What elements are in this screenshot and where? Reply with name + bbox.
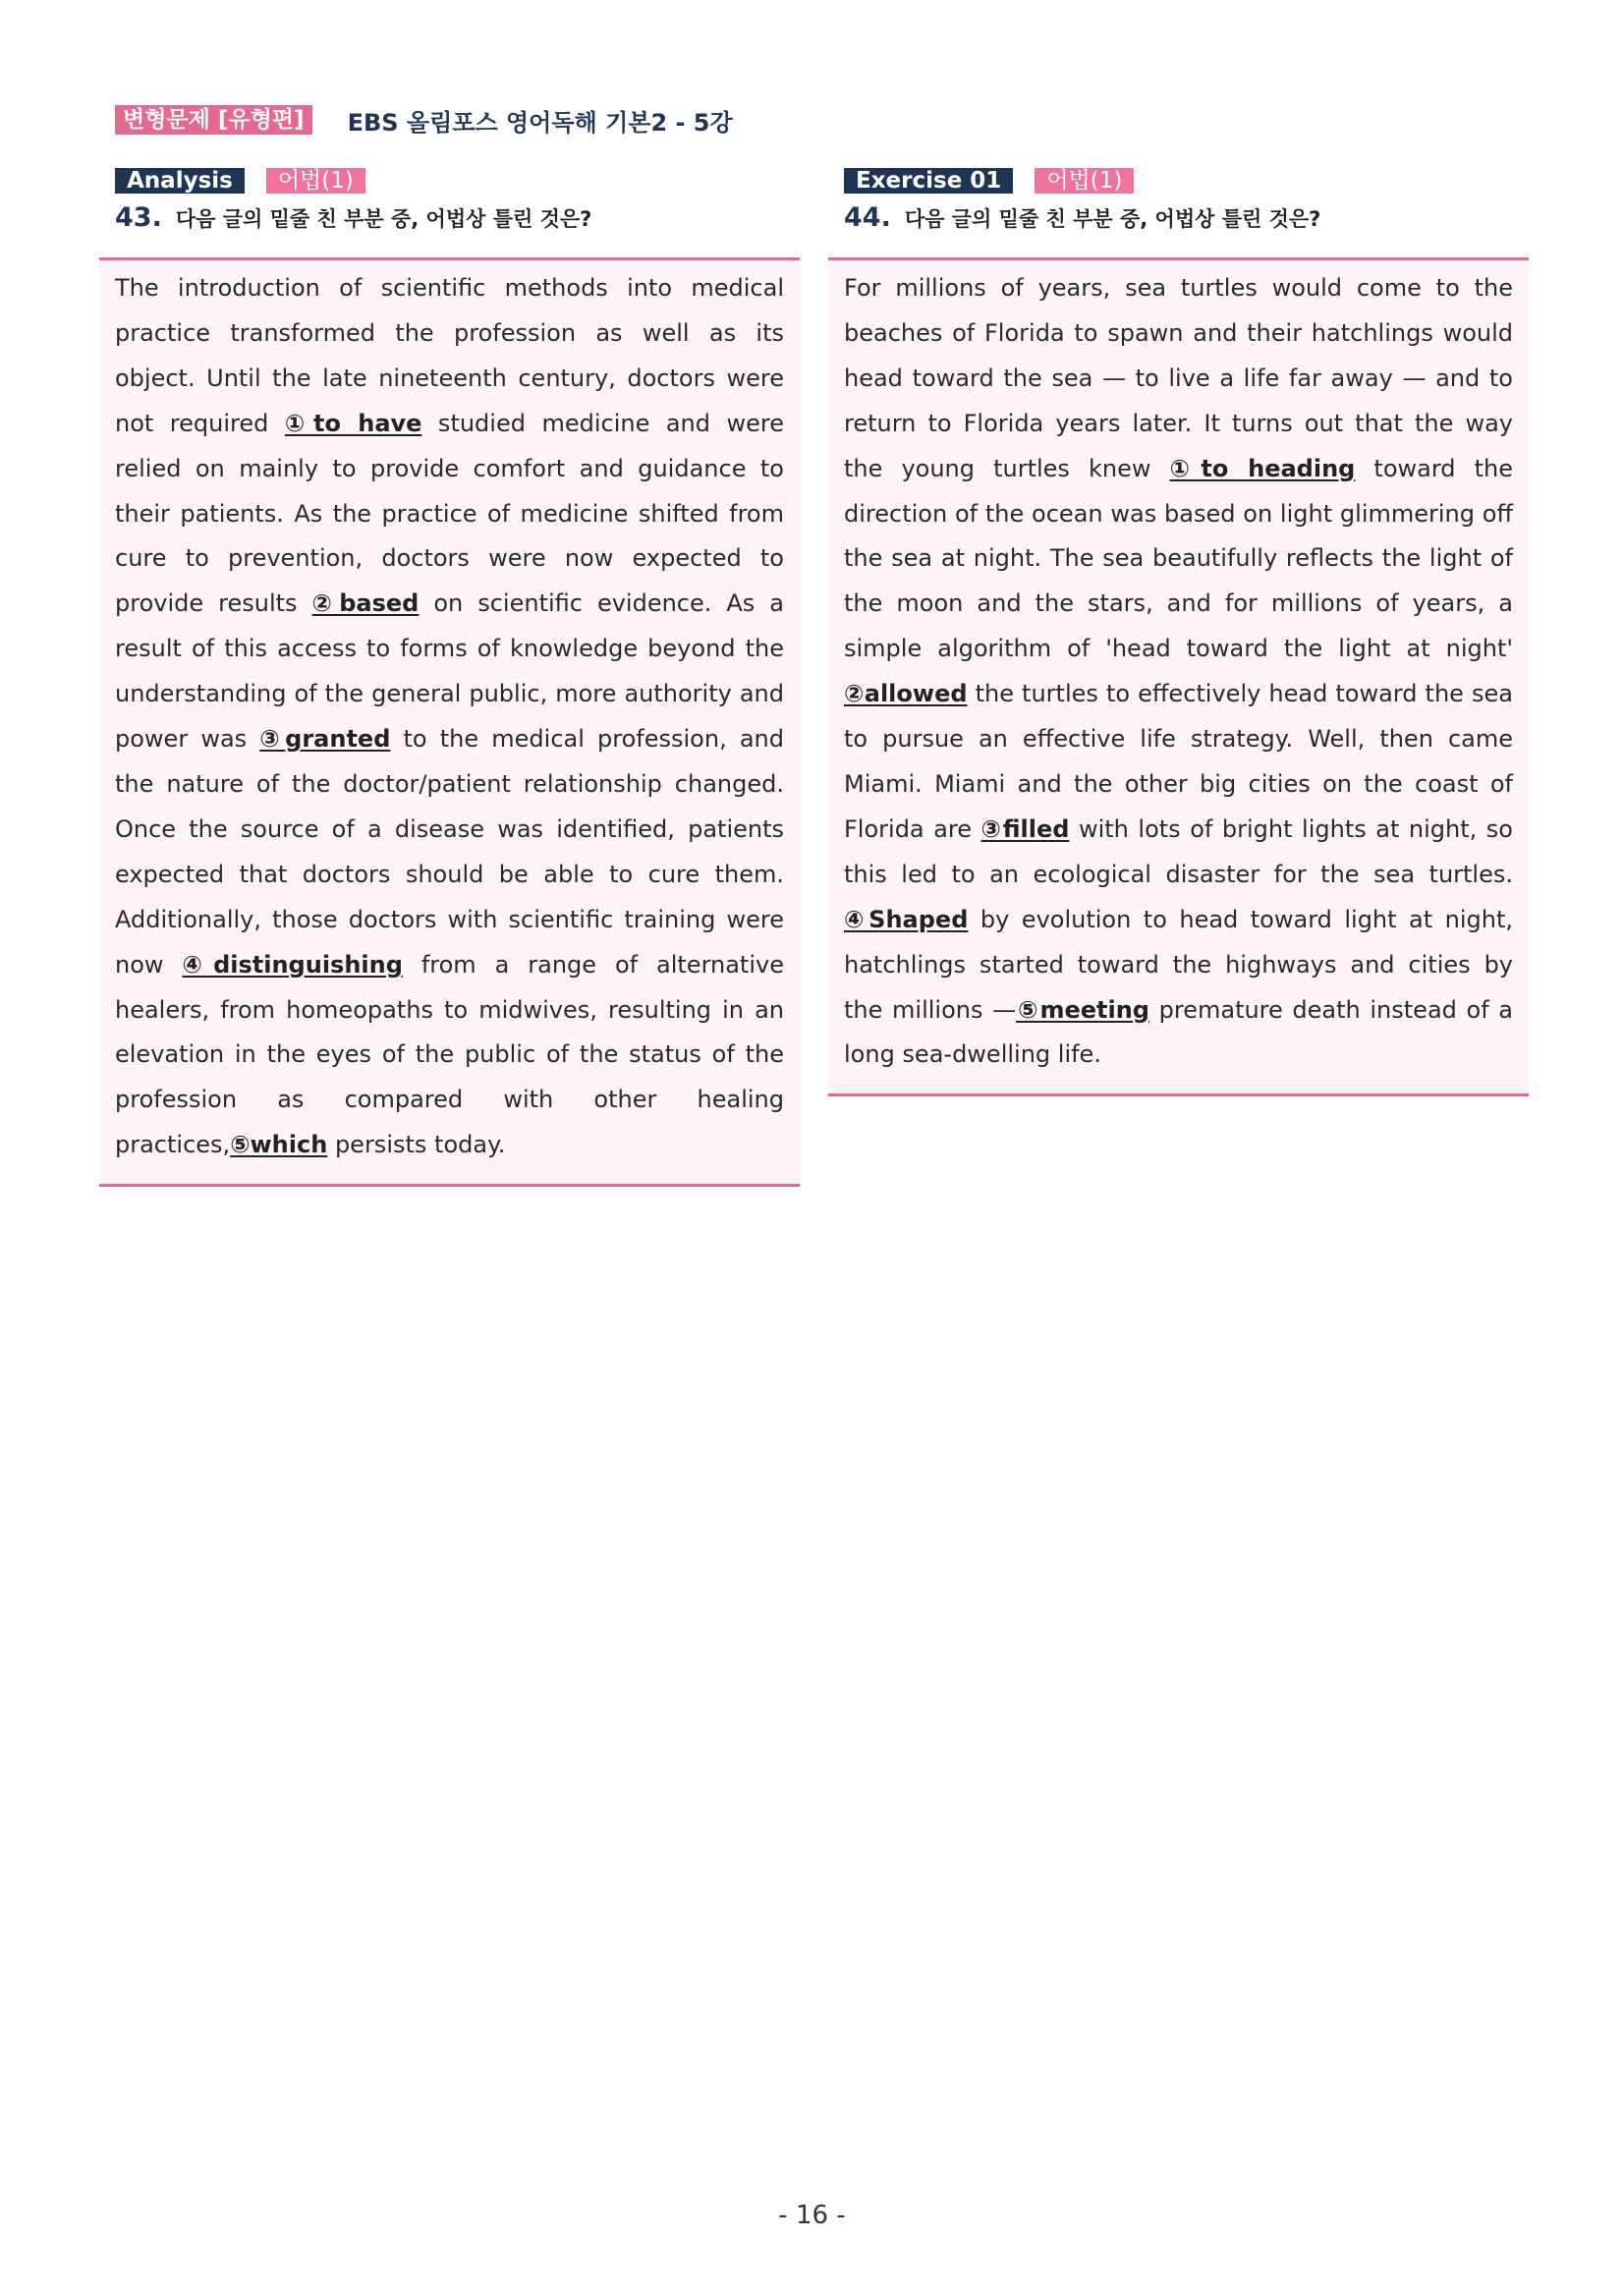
question-heading — [115, 202, 800, 236]
tag-row — [844, 167, 1529, 195]
tag-row — [115, 167, 800, 195]
underlined-choice-5: ⑤meeting — [1016, 995, 1149, 1024]
section-tag: 변형문제 [유형편] — [115, 105, 312, 135]
underlined-choice-2: ②based — [311, 589, 420, 618]
passage-text: the turtles to effectively head toward the sea to pursue an effective life strategy. Well, then came Miami. Miami and the other big cities on the coast of Florida are — [844, 680, 1513, 843]
passage-text: toward the direction of the ocean was based on light glimmering off the sea at night. The sea beautifully reflects the light of the moon and the stars, and for millions of years, a simple algorithm of 'head toward the light at night' — [844, 454, 1513, 663]
right-question-column — [828, 167, 1529, 1096]
underlined-choice-3: ③granted — [259, 725, 391, 754]
passage-text: studied medicine and were relied on mainly to provide comfort and guidance to their patients. As the practice of medicine shifted from cure to prevention, doctors were now expected to provide results — [115, 409, 784, 618]
question-text: 다음 글의 밑줄 친 부분 중, 어법상 틀린 것은? — [175, 207, 592, 231]
left-question-column — [99, 167, 800, 1187]
passage-text: For millions of years, sea turtles would come to the beaches of Florida to spawn and their hatchlings would head toward the sea — to live a life far away — and to return to Florida years later. It turns out that the way the young turtles knew — [844, 274, 1513, 482]
question-text: 다음 글의 밑줄 친 부분 중, 어법상 틀린 것은? — [904, 207, 1321, 231]
underlined-choice-4: ④Shaped — [844, 905, 969, 933]
passage-text: premature death instead of a long sea-dwelling life. — [844, 995, 1514, 1069]
underlined-choice-1: ①to heading — [1169, 454, 1356, 482]
category-tag: 어법(1) — [266, 168, 365, 194]
question-number: 44. — [844, 202, 891, 233]
passage-text: persists today. — [327, 1131, 506, 1159]
passage-box — [828, 257, 1529, 1096]
page-number: - 16 - — [778, 2201, 846, 2230]
underlined-choice-5: ⑤which — [230, 1131, 328, 1159]
passage-text: to the medical profession, and the nature of the doctor/patient relationship changed. Once the source of a disease was identified, patients expected that doctors should be able to cure them. Additionally, those doctors with scientific training were now — [115, 725, 784, 979]
passage-box — [99, 257, 800, 1187]
passage-text: by evolution to head toward light at night, hatchlings started toward the highways and cities by the millions — — [844, 905, 1514, 1024]
category-tag: 어법(1) — [1035, 168, 1134, 194]
passage-text: from a range of alternative healers, from homeopaths to midwives, resulting in an elevation in the eyes of the public of the status of the profession as compared with other healing practices, — [115, 950, 784, 1159]
type-tag: Exercise 01 — [844, 168, 1013, 194]
question-number: 43. — [115, 202, 162, 233]
passage-text: with lots of bright lights at night, so this led to an ecological disaster for the sea turtles. — [844, 814, 1513, 888]
underlined-choice-2: ②allowed — [844, 680, 968, 708]
underlined-choice-1: ①to have — [284, 409, 422, 437]
passage-text: on scientific evidence. As a result of this access to forms of knowledge beyond the understanding of the general public, more authority and power was — [115, 589, 785, 754]
underlined-choice-4: ④distinguishing — [182, 950, 403, 979]
type-tag: Analysis — [115, 168, 245, 194]
document-title: EBS 올림포스 영어독해 기본2 - 5강 — [347, 108, 733, 137]
underlined-choice-3: ③filled — [980, 814, 1070, 843]
page-header — [115, 103, 733, 137]
passage-text: The introduction of scientific methods into medical practice transformed the profession as well as its object. Until the late nineteenth century, doctors were not required — [115, 274, 784, 437]
question-heading — [844, 202, 1529, 236]
